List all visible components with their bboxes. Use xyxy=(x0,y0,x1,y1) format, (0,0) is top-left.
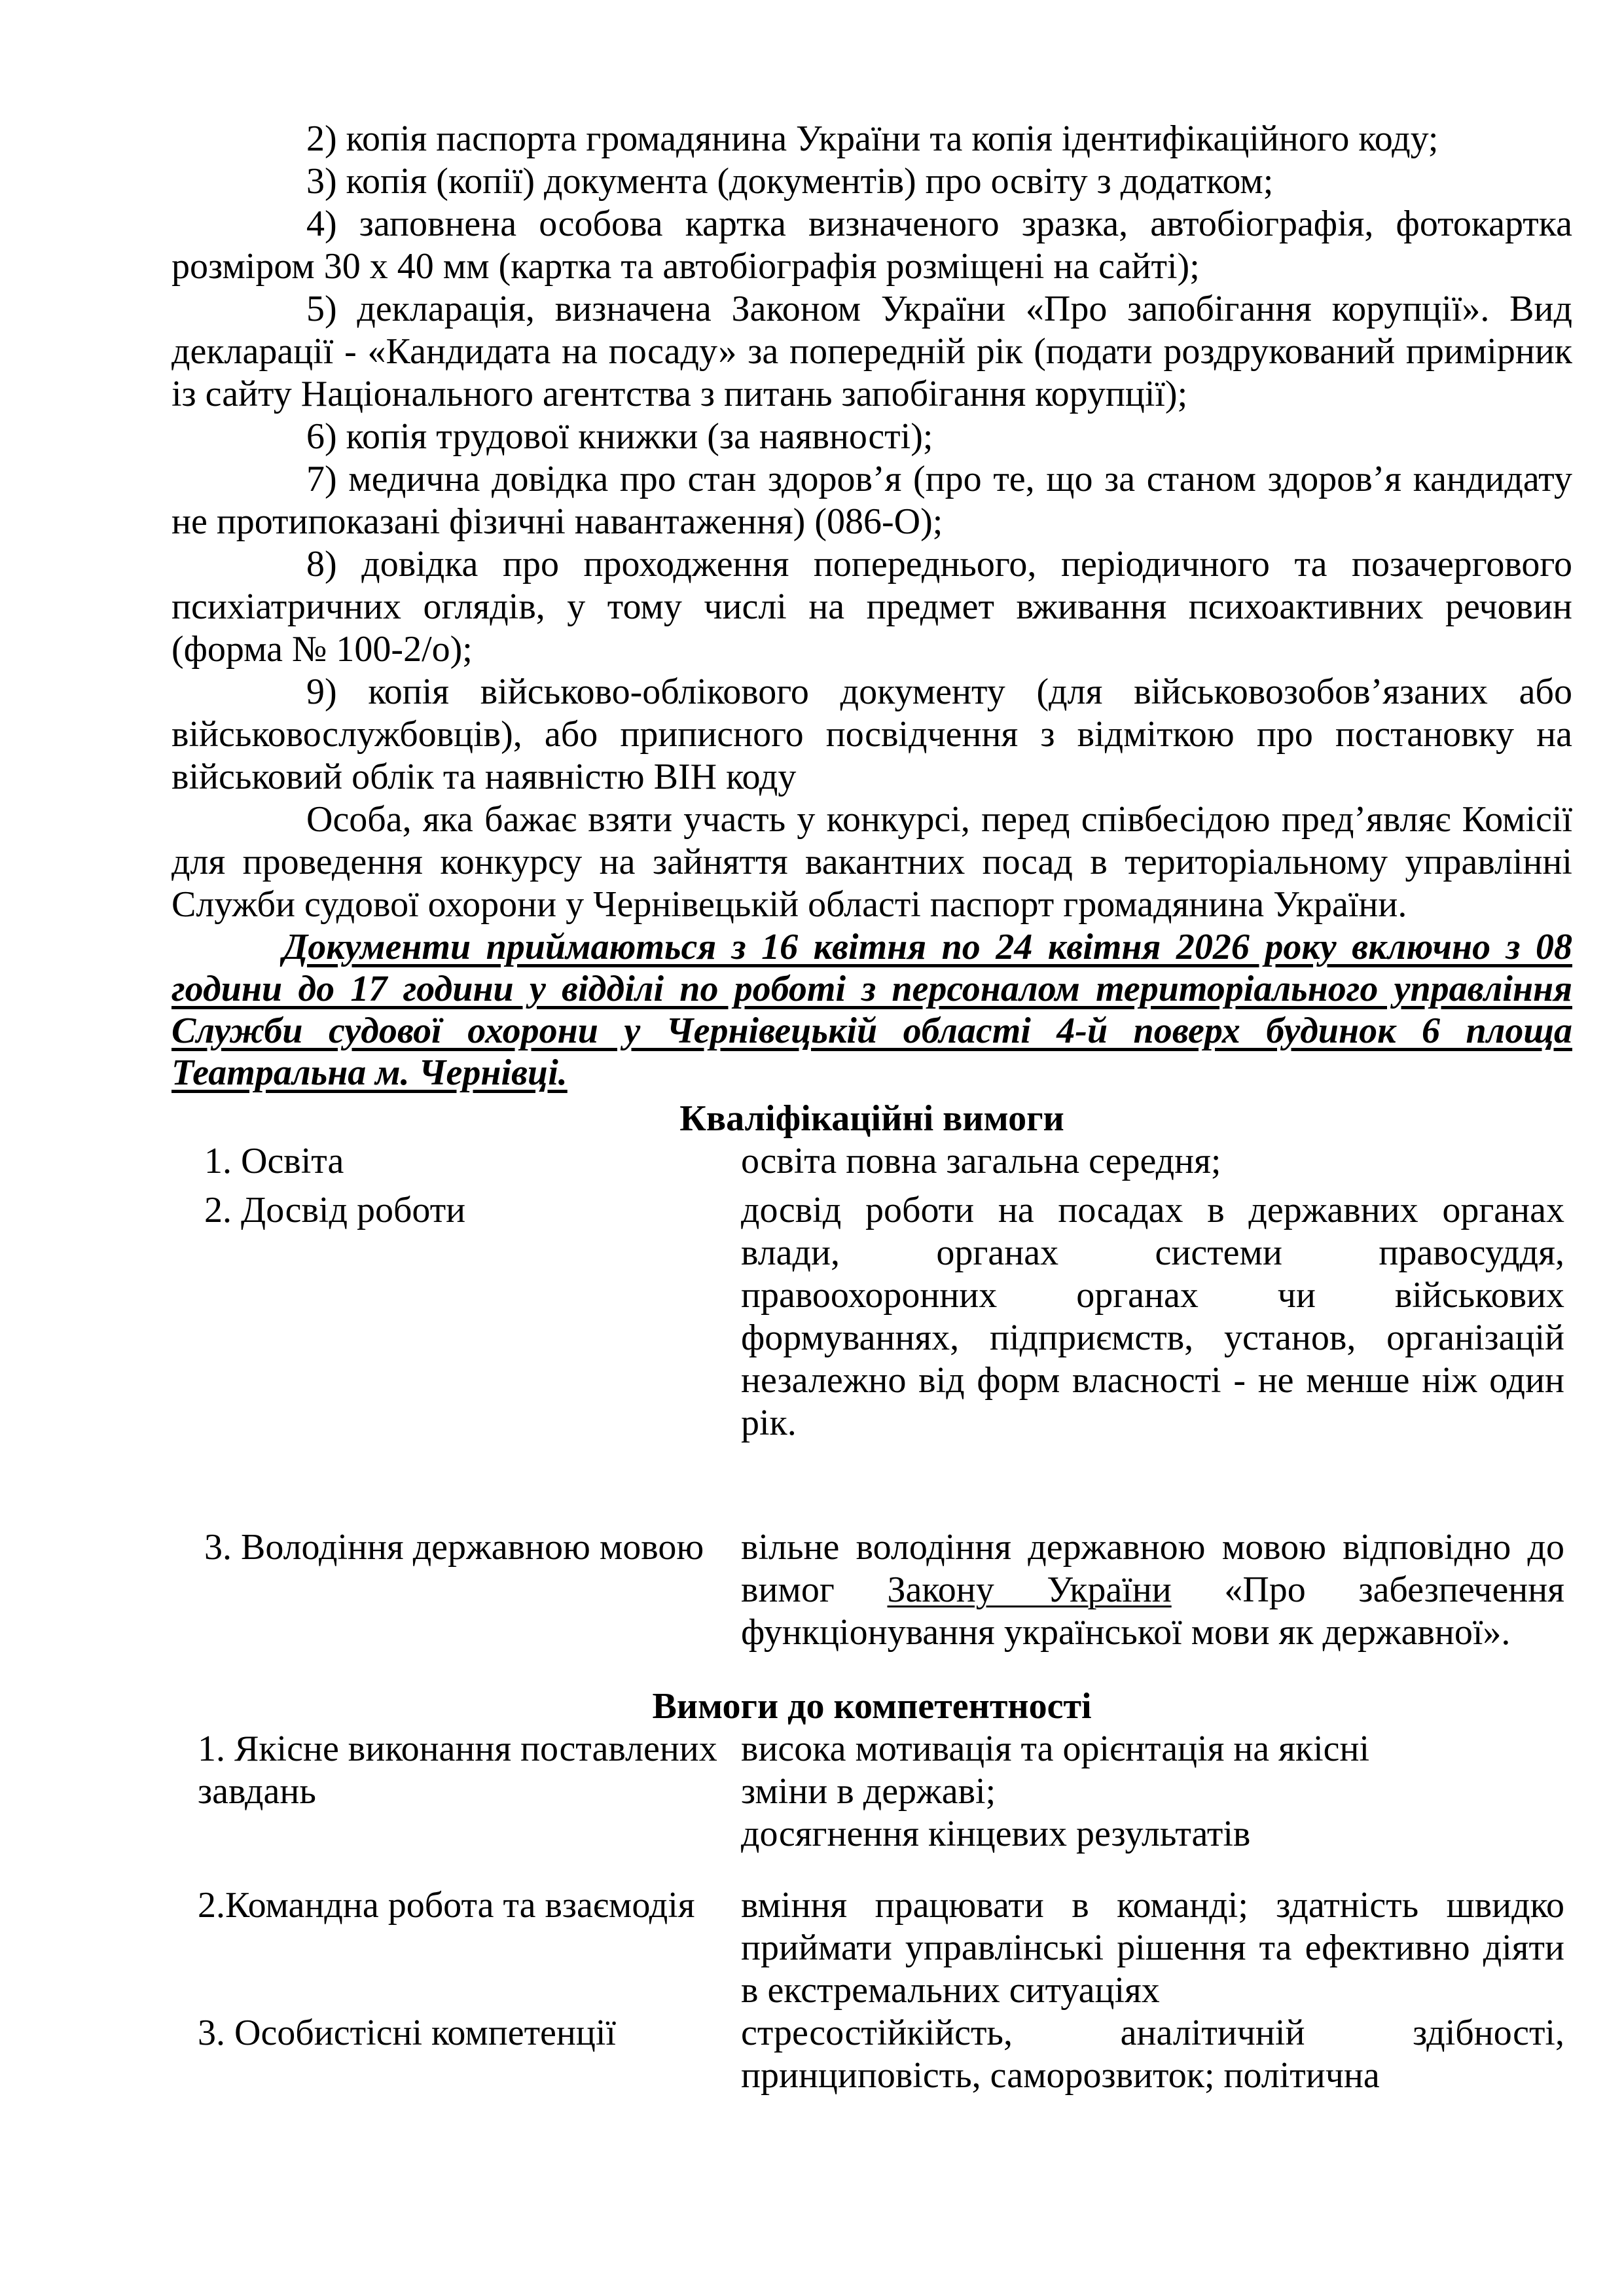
list-item-3: 3) копія (копії) документа (документів) про освіту з додатком; xyxy=(306,161,1274,202)
requirement-value-suffix: «Про забезпечення функціонування української мови як державної». xyxy=(741,1570,1564,1653)
requirement-label: 3. Володіння державною мовою xyxy=(204,1527,704,1568)
list-item-9: 9) копія військово-облікового документу (для військовозобов’язаних або військовослужбовців), або приписного посвідчення з відміткою про постановку на військовий облік та наявністю ВІН коду xyxy=(171,672,1572,797)
competence-heading: Вимоги до компетентності xyxy=(652,1686,1092,1727)
qualification-row-education xyxy=(171,1140,1572,1183)
competence-table xyxy=(171,1728,1572,2097)
qualification-heading: Кваліфікаційні вимоги xyxy=(679,1098,1064,1139)
requirement-value: досвід роботи на посадах в державних органах влади, органах системи правосуддя, правоохоронних органах чи військових формуваннях, підприємств, установ, організацій незалежно від форм власності - не менше ніж один рік. xyxy=(741,1190,1564,1443)
requirement-value: вміння працювати в команді; здатність швидко приймати управлінські рішення та ефективно діяти в екстремальних ситуаціях xyxy=(741,1885,1564,2011)
list-item-2: 2) копія паспорта громадянина України та копія ідентифікаційного коду; xyxy=(306,118,1439,159)
requirement-label xyxy=(171,1728,741,1856)
requirement-value: стресостійкійсть, аналітичній здібності, принциповість, саморозвиток; політична xyxy=(741,2013,1564,2096)
qualification-table xyxy=(171,1140,1572,1654)
value-line: зміни в державі; xyxy=(741,1771,996,1812)
list-item-6: 6) копія трудової книжки (за наявності); xyxy=(306,416,933,457)
list-item-4: 4) заповнена особова картка визначеного зразка, автобіографія, фотокартка розміром 30 х 40 мм (картка та автобіографія розміщені на сайті); xyxy=(171,204,1572,287)
requirement-value xyxy=(741,1728,1572,1856)
requirement-label: 2.Командна робота та взаємодія xyxy=(198,1885,695,1926)
requirement-value: освіта повна загальна середня; xyxy=(741,1141,1221,1181)
competence-row-teamwork xyxy=(171,1884,1572,2012)
qualification-row-language xyxy=(171,1526,1572,1654)
requirement-label: 3. Особистісні компетенції xyxy=(198,2013,616,2053)
requirement-value xyxy=(741,1526,1572,1654)
requirement-value-prefix: вільне володіння державною мовою відповідно до вимог xyxy=(741,1527,1564,1610)
list-item-8: 8) довідка про проходження попереднього, періодичного та позачергового психіатричних оглядів, у тому числі на предмет вживання психоактивних речовин (форма № 100-2/о); xyxy=(171,544,1572,670)
law-link[interactable]: Закону України xyxy=(887,1570,1172,1610)
value-line: досягнення кінцевих результатів xyxy=(741,1814,1251,1854)
document-page xyxy=(171,118,1572,2097)
list-item-5: 5) декларація, визначена Законом України «Про запобігання корупції». Вид декларації - «Кандидата на посаду» за попередній рік (подати роздрукований примірник із сайту Національного агентства з питань запобігання корупції); xyxy=(171,289,1572,414)
list-item-7: 7) медична довідка про стан здоров’я (про те, що за станом здоров’я кандидату не протипоказані фізичні навантаження) (086-О); xyxy=(171,459,1572,542)
label-line: 1. Якісне виконання поставлених xyxy=(198,1729,717,1769)
competence-row-task-execution xyxy=(171,1728,1572,1856)
qualification-row-experience xyxy=(171,1189,1572,1444)
requirement-label: 1. Освіта xyxy=(204,1141,344,1181)
submission-notice: Документи приймаються з 16 квітня по 24 квітня 2026 року включно з 08 години до 17 години у відділі по роботі з персоналом територіального управління Служби судової охорони у Чернівецькій області 4-й поверх будинок 6 площа Театральна м. Чернівці. xyxy=(171,927,1572,1093)
passport-requirement-paragraph: Особа, яка бажає взяти участь у конкурсі, перед співбесідою пред’являє Комісії для проведення конкурсу на зайняття вакантних посад в територіальному управлінні Служби судової охорони у Чернівецькій області паспорт громадянина України. xyxy=(171,799,1572,925)
value-line: висока мотивація та орієнтація на якісні xyxy=(741,1729,1370,1769)
requirement-label: 2. Досвід роботи xyxy=(204,1190,466,1230)
competence-row-personal xyxy=(171,2012,1572,2097)
label-line: завдань xyxy=(198,1771,316,1812)
